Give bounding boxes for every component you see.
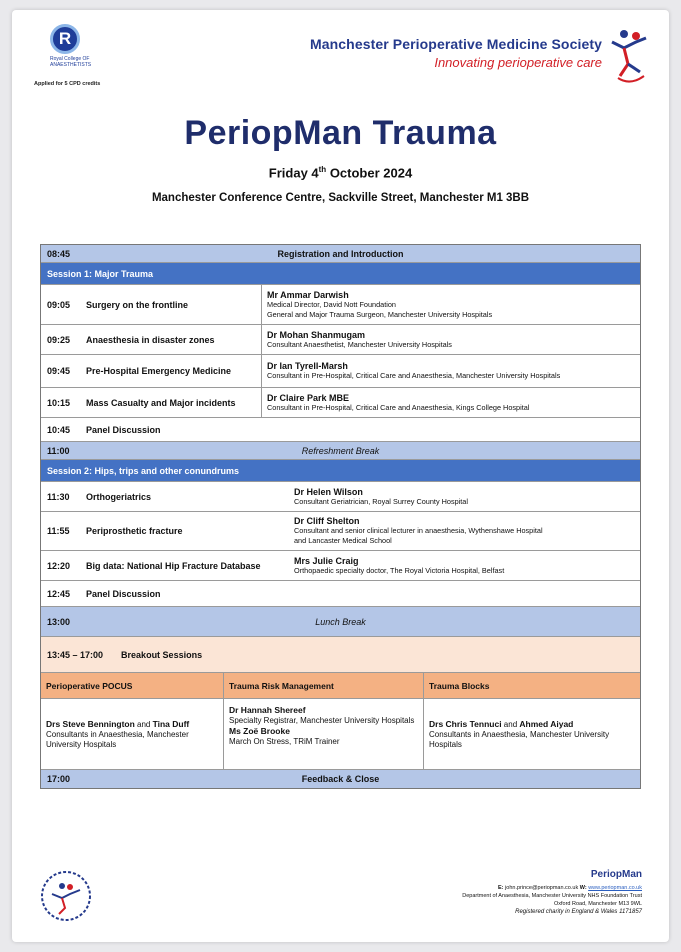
- row-speaker: [294, 553, 640, 579]
- speaker-detail: Medical Director, David Nott Foundation: [267, 299, 396, 309]
- table-row: [41, 512, 640, 551]
- row-speaker: [262, 287, 640, 323]
- breakout-column-blocks: [424, 673, 640, 769]
- society-figure-icon: [610, 26, 648, 86]
- row-time: 11:30: [47, 491, 70, 502]
- footer-address: Oxford Road, Manchester M13 9WL: [553, 901, 642, 907]
- row-time: 11:55: [47, 526, 70, 536]
- session-1-header: Session 1: Major Trauma: [41, 263, 640, 285]
- row-time: 13:00: [47, 617, 71, 627]
- speaker-detail: Consultant in Pre-Hospital, Critical Care and Anaesthesia, Manchester University Hospitals: [267, 371, 561, 380]
- web-link[interactable]: www.periopman.co.uk: [588, 885, 642, 891]
- breakout-label: Breakout Sessions: [121, 650, 203, 660]
- event-venue: Manchester Conference Centre, Sackville Street, Manchester M1 3BB: [151, 192, 530, 204]
- close-row: [41, 770, 640, 788]
- footer: [392, 868, 642, 916]
- speaker-detail: March On Stress, TRiM Trainer: [229, 737, 340, 746]
- speaker-detail: Consultant and senior clinical lecturer in anaesthesia, Wythenshawe Hospital: [294, 526, 543, 535]
- row-time: 09:25: [47, 334, 71, 345]
- row-speaker: [294, 513, 640, 549]
- breakout-columns: [41, 673, 640, 770]
- footer-contact: E: john.prince@periopman.co.uk W: www.periopman.co.uk: [498, 885, 642, 891]
- row-time: 09:05: [47, 299, 71, 310]
- breakout-body: Dr Hannah Shereef Specialty Registrar, Manchester University Hospitals Ms Zoë Brooke March On Stress, TRiM Trainer: [224, 699, 423, 769]
- table-row: [41, 482, 640, 512]
- row-subject: Panel Discussion: [86, 424, 161, 435]
- society-name: Manchester Perioperative Medicine Society: [310, 36, 602, 52]
- breakout-time: 13:45 – 17:00: [47, 650, 104, 660]
- panel-row: [41, 581, 640, 607]
- row-time: 09:45: [47, 366, 71, 376]
- row-subject: Big data: National Hip Fracture Database: [86, 560, 261, 571]
- breakout-header: [41, 637, 640, 673]
- society-tagline: Innovating perioperative care: [434, 55, 602, 70]
- row-time: 08:45: [47, 249, 71, 259]
- speaker-name: Dr Claire Park MBE: [267, 392, 350, 403]
- row-subject: Pre-Hospital Emergency Medicine: [86, 366, 232, 376]
- row-time: 11:00: [47, 446, 70, 456]
- row-subject: Orthogeriatrics: [86, 491, 152, 502]
- row-time: 12:45: [47, 588, 71, 599]
- email-link[interactable]: john.prince@periopman.co.uk: [505, 885, 579, 891]
- table-row: [41, 388, 640, 418]
- row-subject: Mass Casualty and Major incidents: [86, 397, 236, 408]
- speaker-detail: and Lancaster Medical School: [294, 536, 392, 545]
- speaker-name: Dr Helen Wilson: [294, 486, 363, 497]
- society-header: [262, 36, 602, 70]
- cpd-note: Applied for 5 CPD credits: [34, 81, 101, 87]
- row-time: 17:00: [47, 774, 71, 784]
- speaker-detail: Consultants in Anaesthesia, Manchester University Hospitals: [429, 730, 610, 749]
- breakout-column-trim: [224, 673, 424, 769]
- breakout-heading: Trauma Risk Management: [224, 673, 423, 699]
- speaker-detail: General and Major Trauma Surgeon, Manchester University Hospitals: [267, 309, 493, 319]
- refreshment-row: [41, 442, 640, 460]
- speaker-detail: Specialty Registrar, Manchester University Hospitals: [229, 716, 415, 725]
- speaker-detail: Consultant Geriatrician, Royal Surrey County Hospital: [294, 496, 468, 506]
- programme-table: [40, 244, 641, 789]
- footer-brand: PeriopMan: [590, 869, 642, 880]
- row-label: Registration and Introduction: [277, 249, 404, 259]
- event-title: PeriopMan Trauma: [184, 114, 497, 152]
- table-row: [41, 285, 640, 325]
- breakout-heading: Perioperative POCUS: [41, 673, 223, 699]
- speaker-name: Mrs Julie Craig: [294, 555, 359, 566]
- row-speaker: [262, 327, 640, 353]
- row-time: 10:45: [47, 424, 71, 435]
- breakout-body: Drs Steve Bennington and Tina Duff Consultants in Anaesthesia, Manchester University Hospitals: [41, 699, 223, 769]
- speaker-detail: Consultants in Anaesthesia, Manchester University Hospitals: [46, 730, 189, 749]
- speaker-detail: Orthopaedic specialty doctor, The Royal Victoria Hospital, Belfast: [294, 565, 505, 575]
- table-row: [41, 325, 640, 355]
- speaker-name: Dr Cliff Shelton: [294, 516, 360, 526]
- row-label: Feedback & Close: [301, 774, 380, 784]
- row-time: 12:20: [47, 560, 71, 571]
- breakout-column-pocus: [41, 673, 224, 769]
- panel-row: [41, 418, 640, 442]
- society-seal-icon: [38, 868, 94, 924]
- row-speaker: [262, 390, 640, 416]
- row-time: 10:15: [47, 397, 71, 408]
- row-subject: Periprosthetic fracture: [86, 526, 183, 536]
- footer-address: Department of Anaesthesia, Manchester University NHS Foundation Trust: [462, 893, 642, 899]
- rcoa-badge-icon: R: [50, 24, 80, 54]
- row-speaker: [294, 484, 640, 510]
- breakout-heading: Trauma Blocks: [424, 673, 640, 699]
- lunch-row: [41, 607, 640, 637]
- speaker-name: Dr Ian Tyrell-Marsh: [267, 361, 348, 371]
- row-label: Refreshment Break: [301, 446, 380, 456]
- row-speaker: [262, 358, 640, 384]
- row-subject: Surgery on the frontline: [86, 299, 189, 310]
- footer-charity: Registered charity in England & Wales 1171857: [515, 909, 642, 915]
- row-subject: Panel Discussion: [86, 588, 161, 599]
- table-row: [41, 355, 640, 388]
- session-2-header: Session 2: Hips, trips and other conundrums: [41, 460, 640, 482]
- event-date: Friday 4th October 2024: [268, 165, 413, 181]
- rcoa-logo: [36, 24, 126, 68]
- speaker-detail: Consultant in Pre-Hospital, Critical Care and Anaesthesia, Kings College Hospital: [267, 402, 530, 412]
- table-row: [41, 551, 640, 581]
- registration-row: [41, 245, 640, 263]
- row-label: Lunch Break: [315, 617, 366, 627]
- page: [12, 10, 669, 942]
- breakout-body: Drs Chris Tennuci and Ahmed Aiyad Consultants in Anaesthesia, Manchester University Hospitals: [424, 699, 640, 769]
- speaker-detail: Consultant Anaesthetist, Manchester University Hospitals: [267, 339, 452, 349]
- row-subject: Anaesthesia in disaster zones: [86, 334, 215, 345]
- rcoa-name: Royal College OF ANAESTHETISTS: [50, 56, 92, 68]
- speaker-name: Mr Ammar Darwish: [267, 289, 349, 300]
- speaker-name: Dr Mohan Shanmugam: [267, 329, 366, 340]
